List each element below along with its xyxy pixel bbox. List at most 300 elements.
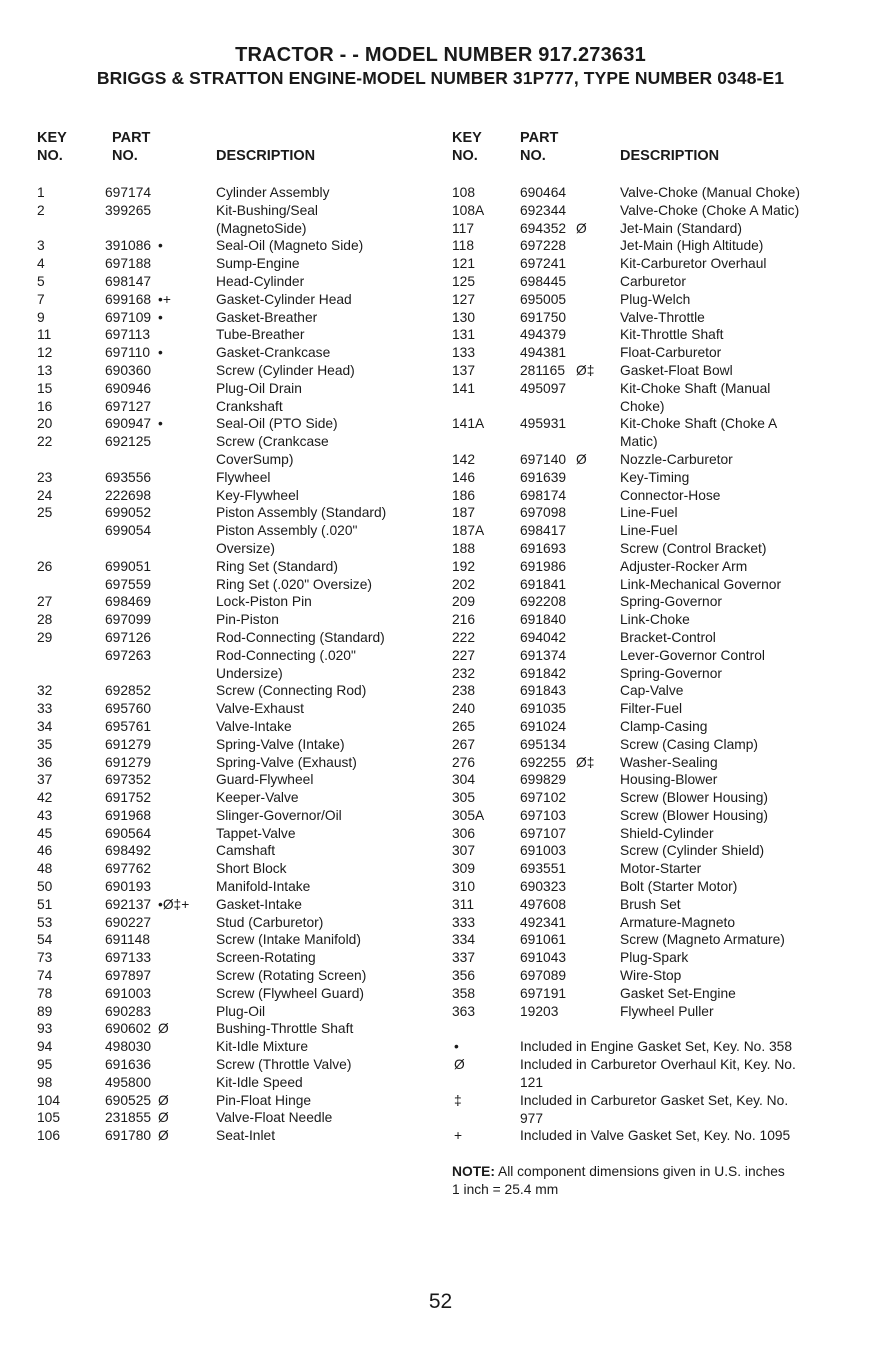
part-number-cell: 692125 — [105, 434, 152, 450]
key-cell: 358 — [452, 985, 476, 1001]
table-row — [37, 504, 457, 522]
table-row — [452, 255, 872, 273]
table-row — [452, 949, 872, 967]
description-cell: Undersize) — [216, 665, 283, 681]
description-cell: Screw (Intake Manifold) — [216, 932, 361, 948]
table-row — [452, 184, 872, 202]
key-cell: 131 — [452, 327, 476, 343]
footnote-mark: Ø‡ — [576, 362, 595, 378]
header-key-right: KEY NO. — [452, 130, 482, 164]
description-cell: Plug-Oil — [216, 1003, 266, 1019]
key-cell: 98 — [37, 1074, 53, 1090]
table-row — [37, 576, 457, 594]
part-number-cell: 691752 — [105, 790, 152, 806]
key-cell: 3 — [37, 238, 45, 254]
description-cell: Gasket-Crankcase — [216, 345, 331, 361]
description-cell: Gasket-Cylinder Head — [216, 291, 352, 307]
description-cell: Jet-Main (Standard) — [620, 220, 742, 236]
table-row — [452, 700, 872, 718]
key-cell: 15 — [37, 380, 53, 396]
part-number-cell: 697089 — [520, 968, 567, 984]
table-row — [37, 807, 457, 825]
part-number-cell: 695134 — [520, 736, 567, 752]
part-number-cell: 697140 — [520, 451, 567, 467]
description-cell: Gasket Set-Engine — [620, 985, 736, 1001]
footnote-symbol: + — [454, 1128, 463, 1144]
table-row — [37, 1056, 457, 1074]
description-cell: Plug-Welch — [620, 291, 691, 307]
description-cell: Float-Carburetor — [620, 345, 722, 361]
part-number-cell: 698445 — [520, 273, 567, 289]
description-cell: Valve-Float Needle — [216, 1110, 333, 1126]
page-title: TRACTOR - - MODEL NUMBER 917.273631 — [235, 44, 646, 66]
part-number-cell: 699052 — [105, 505, 152, 521]
description-cell: Plug-Oil Drain — [216, 380, 302, 396]
description-cell: Short Block — [216, 861, 287, 877]
key-cell: 2 — [37, 202, 45, 218]
description-cell: Screw (Cylinder Head) — [216, 362, 355, 378]
key-cell: 29 — [37, 629, 53, 645]
key-cell: 13 — [37, 362, 53, 378]
description-cell: Housing-Blower — [620, 772, 718, 788]
description-cell: Lock-Piston Pin — [216, 594, 312, 610]
part-number-cell: 697113 — [105, 327, 151, 343]
part-number-cell: 699829 — [520, 772, 567, 788]
part-number-cell: 698417 — [520, 523, 567, 539]
key-cell: 133 — [452, 345, 476, 361]
table-row — [37, 629, 457, 647]
description-cell: Seat-Inlet — [216, 1128, 276, 1144]
table-row — [37, 255, 457, 273]
part-number-cell: 697107 — [520, 825, 567, 841]
key-cell: 337 — [452, 950, 476, 966]
description-cell: Kit-Idle Speed — [216, 1074, 303, 1090]
part-number-cell: 691843 — [520, 683, 567, 699]
table-row — [37, 593, 457, 611]
table-row — [37, 398, 457, 416]
part-number-cell: 691374 — [520, 647, 567, 663]
description-cell: Spring-Governor — [620, 594, 722, 610]
key-cell: 33 — [37, 701, 53, 717]
description-cell: Ring Set (.020" Oversize) — [216, 576, 372, 592]
part-number-cell: 697174 — [105, 185, 152, 200]
key-cell: 142 — [452, 451, 476, 467]
key-cell: 192 — [452, 558, 476, 574]
part-number-cell: 690193 — [105, 879, 152, 895]
part-number-cell: 692137 — [105, 896, 152, 912]
table-row — [452, 362, 872, 380]
footnote-item — [452, 1056, 872, 1074]
table-row — [37, 202, 457, 220]
table-row — [37, 1092, 457, 1110]
part-number-cell: 495931 — [520, 416, 567, 432]
part-number-cell: 690602 — [105, 1021, 152, 1037]
key-cell: 125 — [452, 273, 476, 289]
table-row — [452, 985, 872, 1003]
table-row — [452, 220, 872, 238]
key-cell: 73 — [37, 950, 53, 966]
description-cell: Screw (Magneto Armature) — [620, 932, 785, 948]
description-cell: Armature-Magneto — [620, 914, 736, 930]
key-cell: 311 — [452, 896, 474, 912]
part-number-cell: 695761 — [105, 718, 152, 734]
description-cell: Spring-Valve (Exhaust) — [216, 754, 357, 770]
description-cell: Ring Set (Standard) — [216, 558, 338, 574]
table-row — [452, 896, 872, 914]
description-cell: Kit-Choke Shaft (Manual — [620, 380, 771, 396]
header-description-left: DESCRIPTION — [216, 148, 316, 164]
key-cell: 265 — [452, 718, 476, 734]
table-row — [37, 914, 457, 932]
description-cell: Kit-Throttle Shaft — [620, 327, 724, 343]
part-number-cell: 697897 — [105, 968, 152, 984]
table-row — [452, 682, 872, 700]
part-number-cell: 690564 — [105, 825, 152, 841]
key-cell: 11 — [37, 327, 52, 343]
footnote-text: Included in Carburetor Overhaul Kit, Key. No. — [520, 1057, 796, 1073]
description-cell: Rod-Connecting (Standard) — [216, 629, 385, 645]
part-number-cell: 691043 — [520, 950, 567, 966]
part-number-cell: 691780 — [105, 1128, 152, 1144]
footnote-mark: Ø — [576, 220, 587, 236]
description-cell: Key-Timing — [620, 469, 690, 485]
table-row — [37, 700, 457, 718]
table-row — [37, 344, 457, 362]
key-cell: 222 — [452, 629, 476, 645]
part-number-cell: 697263 — [105, 647, 152, 663]
footnote-item — [452, 1074, 872, 1092]
description-cell: Gasket-Breather — [216, 309, 318, 325]
table-row — [37, 985, 457, 1003]
key-cell: 36 — [37, 754, 53, 770]
description-cell: Key-Flywheel — [216, 487, 299, 503]
part-number-cell: 691003 — [520, 843, 567, 859]
key-cell: 12 — [37, 345, 53, 361]
part-number-cell: 694352 — [520, 220, 567, 236]
description-cell: Sump-Engine — [216, 256, 300, 272]
key-cell: 26 — [37, 558, 53, 574]
key-cell: 106 — [37, 1128, 61, 1144]
description-cell: Brush Set — [620, 896, 681, 912]
footnote-text: 121 — [520, 1075, 544, 1091]
footnote-mark: Ø — [158, 1110, 169, 1126]
table-row — [452, 309, 872, 327]
footnote-mark: •Ø‡+ — [158, 896, 190, 912]
description-cell: Shield-Cylinder — [620, 825, 714, 841]
key-cell: 1 — [37, 185, 45, 200]
key-cell: 104 — [37, 1092, 61, 1108]
table-row — [37, 522, 457, 540]
footnote-text: Included in Engine Gasket Set, Key. No. 358 — [520, 1039, 793, 1055]
key-cell: 34 — [37, 718, 53, 734]
description-cell: Kit-Carburetor Overhaul — [620, 256, 767, 272]
table-row — [452, 380, 872, 398]
key-cell: 310 — [452, 879, 476, 895]
table-row — [452, 451, 872, 469]
part-number-cell: 697098 — [520, 505, 567, 521]
table-row — [37, 184, 457, 202]
key-cell: 305 — [452, 790, 476, 806]
key-cell: 304 — [452, 772, 476, 788]
part-number-cell: 494379 — [520, 327, 567, 343]
footnote-symbol: • — [454, 1039, 459, 1055]
part-number-cell: 494381 — [520, 345, 567, 361]
table-row — [452, 291, 872, 309]
part-number-cell: 691842 — [520, 665, 567, 681]
part-number-cell: 693551 — [520, 861, 567, 877]
part-number-cell: 690283 — [105, 1003, 152, 1019]
note-text: All component dimensions given in U.S. inches — [494, 1164, 785, 1179]
part-number-cell: 231855 — [105, 1110, 152, 1126]
footnote-text: Included in Carburetor Gasket Set, Key. No. — [520, 1092, 789, 1108]
header-key-left: KEY NO. — [37, 130, 67, 164]
description-cell: (MagnetoSide) — [216, 220, 307, 236]
table-row — [37, 487, 457, 505]
part-number-cell: 695005 — [520, 291, 567, 307]
table-row — [452, 771, 872, 789]
part-number-cell: 691148 — [105, 932, 151, 948]
table-row — [452, 789, 872, 807]
description-cell: Kit-Idle Mixture — [216, 1039, 309, 1055]
description-cell: Flywheel — [216, 469, 271, 485]
description-cell: Camshaft — [216, 843, 276, 859]
key-cell: 45 — [37, 825, 53, 841]
description-cell: Link-Choke — [620, 612, 690, 628]
description-cell: Bushing-Throttle Shaft — [216, 1021, 354, 1037]
description-cell: Pin-Piston — [216, 612, 279, 628]
part-number-cell: 691279 — [105, 754, 152, 770]
part-number-cell: 698492 — [105, 843, 152, 859]
footnote-item — [452, 1110, 872, 1128]
footnote-text: Included in Valve Gasket Set, Key. No. 1095 — [520, 1128, 791, 1144]
table-row — [452, 237, 872, 255]
table-row — [37, 736, 457, 754]
description-cell: Bracket-Control — [620, 629, 716, 645]
key-cell: 46 — [37, 843, 53, 859]
table-row — [37, 1074, 457, 1092]
footnote-mark: Ø — [158, 1092, 169, 1108]
key-cell: 267 — [452, 736, 476, 752]
table-row — [37, 896, 457, 914]
table-row — [37, 1109, 457, 1127]
description-cell: Spring-Governor — [620, 665, 722, 681]
page-subtitle: BRIGGS & STRATTON ENGINE-MODEL NUMBER 31P777, TYPE NUMBER 0348-E1 — [96, 68, 785, 88]
key-cell: 307 — [452, 843, 476, 859]
part-number-cell: 492341 — [520, 914, 567, 930]
key-cell: 188 — [452, 540, 476, 556]
description-cell: Adjuster-Rocker Arm — [620, 558, 748, 574]
description-cell: Rod-Connecting (.020" — [216, 647, 356, 663]
description-cell: Keeper-Valve — [216, 790, 299, 806]
part-number-cell: 692255 — [520, 754, 567, 770]
part-number-cell: 695760 — [105, 701, 152, 717]
description-cell: Pin-Float Hinge — [216, 1092, 312, 1108]
part-number-cell: 690323 — [520, 879, 567, 895]
table-row — [37, 433, 457, 451]
description-cell: Matic) — [620, 434, 658, 450]
table-row — [37, 967, 457, 985]
description-cell: Line-Fuel — [620, 505, 678, 521]
key-cell: 141 — [452, 380, 476, 396]
description-cell: Crankshaft — [216, 398, 283, 414]
part-number-cell: 697559 — [105, 576, 152, 592]
part-number-cell: 690227 — [105, 914, 152, 930]
description-cell: Kit-Choke Shaft (Choke A — [620, 416, 778, 432]
part-number-cell: 691024 — [520, 718, 567, 734]
key-cell: 4 — [37, 256, 45, 272]
key-cell: 186 — [452, 487, 476, 503]
description-cell: Tappet-Valve — [216, 825, 296, 841]
part-number-cell: 495097 — [520, 380, 567, 396]
key-cell: 78 — [37, 985, 53, 1001]
table-row — [37, 1020, 457, 1038]
table-row — [37, 1003, 457, 1021]
description-cell: Screw (Rotating Screen) — [216, 968, 367, 984]
description-cell: Screw (Crankcase — [216, 434, 329, 450]
table-row — [452, 842, 872, 860]
footnote-mark: • — [158, 345, 163, 361]
description-cell: Valve-Intake — [216, 718, 292, 734]
table-row — [452, 540, 872, 558]
part-number-cell: 690525 — [105, 1092, 152, 1108]
footnote-symbol: Ø — [454, 1057, 465, 1073]
table-row — [37, 647, 457, 665]
part-number-cell: 691840 — [520, 612, 567, 628]
part-number-cell: 697109 — [105, 309, 152, 325]
part-number-cell: 690946 — [105, 380, 152, 396]
key-cell: 16 — [37, 398, 53, 414]
table-row — [37, 789, 457, 807]
part-number-cell: 691693 — [520, 540, 567, 556]
description-cell: Screw (Cylinder Shield) — [620, 843, 765, 859]
part-number-cell: 697102 — [520, 790, 567, 806]
description-cell: Screw (Casing Clamp) — [620, 736, 759, 752]
key-cell: 43 — [37, 807, 53, 823]
note-conversion: 1 inch = 25.4 mm — [452, 1181, 559, 1197]
table-row — [452, 825, 872, 843]
table-row — [37, 415, 457, 433]
table-row — [452, 914, 872, 932]
description-cell: Spring-Valve (Intake) — [216, 736, 345, 752]
key-cell: 93 — [37, 1021, 53, 1037]
part-number-cell: 697762 — [105, 861, 152, 877]
key-cell: 227 — [452, 647, 476, 663]
table-row — [37, 380, 457, 398]
key-cell: 130 — [452, 309, 476, 325]
table-row — [452, 665, 872, 683]
table-row — [452, 754, 872, 772]
part-number-cell: 19203 — [520, 1003, 559, 1019]
table-row — [37, 309, 457, 327]
key-cell: 108 — [452, 185, 476, 200]
footnote-item — [452, 1092, 872, 1110]
description-cell: Screw (Connecting Rod) — [216, 683, 367, 699]
table-row — [37, 878, 457, 896]
table-row — [452, 522, 872, 540]
key-cell: 23 — [37, 469, 53, 485]
table-row — [452, 931, 872, 949]
part-number-cell: 691750 — [520, 309, 567, 325]
description-cell: Screw (Blower Housing) — [620, 807, 768, 823]
header-description-right: DESCRIPTION — [620, 148, 720, 164]
key-cell: 363 — [452, 1003, 476, 1019]
part-number-cell: 697352 — [105, 772, 152, 788]
description-cell: Piston Assembly (.020" — [216, 523, 358, 539]
key-cell: 232 — [452, 665, 476, 681]
key-cell: 127 — [452, 291, 476, 307]
description-cell: Plug-Spark — [620, 950, 689, 966]
part-number-cell: 691639 — [520, 469, 567, 485]
description-cell: Flywheel Puller — [620, 1003, 714, 1019]
table-row — [452, 807, 872, 825]
header-part-left: PART NO. — [112, 130, 151, 164]
part-number-cell: 692344 — [520, 202, 567, 218]
description-cell: Valve-Choke (Choke A Matic) — [620, 202, 800, 218]
key-cell: 105 — [37, 1110, 61, 1126]
table-row — [37, 842, 457, 860]
key-cell: 306 — [452, 825, 476, 841]
description-cell: Jet-Main (High Altitude) — [620, 238, 764, 254]
key-cell: 27 — [37, 594, 53, 610]
description-cell: Washer-Sealing — [620, 754, 718, 770]
description-cell: Bolt (Starter Motor) — [620, 879, 738, 895]
description-cell: CoverSump) — [216, 451, 294, 467]
key-cell: 53 — [37, 914, 53, 930]
part-number-cell: 699168 — [105, 291, 152, 307]
footnote-item — [452, 1127, 872, 1145]
table-row — [452, 469, 872, 487]
key-cell: 356 — [452, 968, 476, 984]
table-row — [452, 487, 872, 505]
key-cell: 50 — [37, 879, 53, 895]
part-number-cell: 690360 — [105, 362, 152, 378]
table-row — [37, 469, 457, 487]
part-number-cell: 698147 — [105, 273, 152, 289]
description-cell: Cylinder Assembly — [216, 185, 330, 200]
part-number-cell: 697110 — [105, 345, 151, 361]
table-row — [452, 1003, 872, 1021]
table-row — [37, 771, 457, 789]
footnote-item — [452, 1038, 872, 1056]
key-cell: 5 — [37, 273, 45, 289]
part-number-cell: 497608 — [520, 896, 567, 912]
key-cell: 333 — [452, 914, 476, 930]
footnote-mark: • — [158, 309, 163, 325]
description-cell: Valve-Choke (Manual Choke) — [620, 185, 800, 200]
description-cell: Link-Mechanical Governor — [620, 576, 782, 592]
part-number-cell: 399265 — [105, 202, 152, 218]
table-row — [37, 611, 457, 629]
table-row — [37, 362, 457, 380]
table-row — [37, 451, 457, 469]
footnote-mark: Ø‡ — [576, 754, 595, 770]
part-number-cell: 694042 — [520, 629, 567, 645]
table-row — [452, 433, 872, 451]
description-cell: Stud (Carburetor) — [216, 914, 324, 930]
table-row — [37, 754, 457, 772]
table-row — [452, 718, 872, 736]
key-cell: 74 — [37, 968, 53, 984]
description-cell: Seal-Oil (PTO Side) — [216, 416, 338, 432]
key-cell: 89 — [37, 1003, 53, 1019]
table-row — [452, 398, 872, 416]
parts-list-right — [452, 184, 872, 1145]
part-number-cell: 691968 — [105, 807, 152, 823]
description-cell: Tube-Breather — [216, 327, 305, 343]
key-cell: 37 — [37, 772, 53, 788]
part-number-cell: 697133 — [105, 950, 152, 966]
description-cell: Slinger-Governor/Oil — [216, 807, 342, 823]
